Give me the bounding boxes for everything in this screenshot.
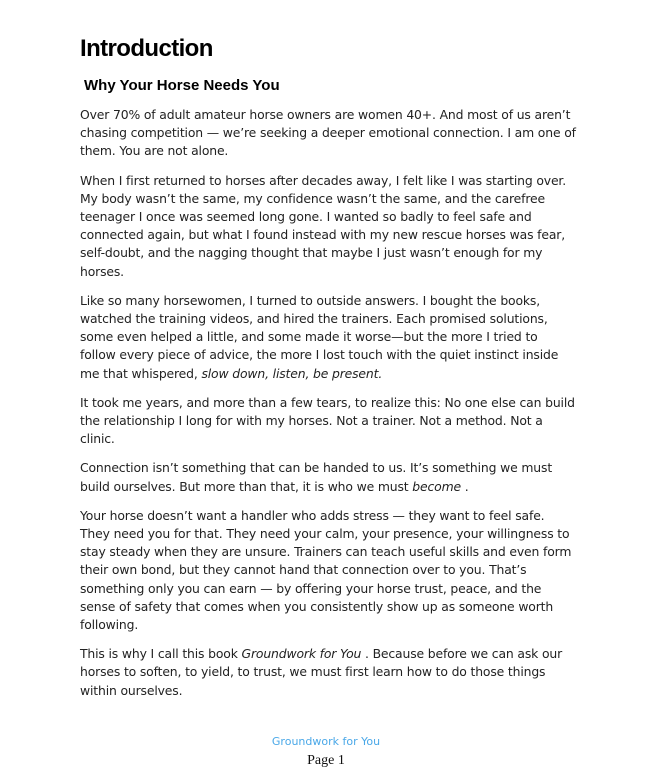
paragraph [80, 645, 576, 700]
text-run: Connection isn’t something that can be handed to us. It’s something we must build ourselves. But more than that, it is who we must [80, 460, 553, 494]
paragraph [80, 292, 576, 383]
paragraph [80, 459, 576, 495]
text-run: . [460, 478, 469, 494]
italic-text: become [412, 478, 461, 494]
paragraph [80, 507, 576, 634]
footer-book-title: Groundwork for You [271, 735, 381, 748]
text-run: It took me years, and more than a few tears, to realize this: No one else can build the relationship I long for with my horses. Not a trainer. Not a method. Not a clinic. [80, 394, 575, 447]
document-page [80, 34, 576, 711]
paragraph [80, 106, 576, 161]
body-text [80, 106, 576, 700]
text-run: Your horse doesn’t want a handler who adds stress — they want to feel safe. They need you for that. They need your calm, your presence, your willingness to stay steady when they are unsure. Trainers can teach useful skills and even form their own bond, but they cannot hand that connection over to you. That’s something only you can earn — by offering your horse trust, peace, and the sense of safety that comes when you consistently show up as someone worth following. [80, 507, 572, 633]
paragraph [80, 394, 576, 449]
chapter-title: Introduction [80, 35, 213, 62]
italic-text: slow down, listen, be present. [201, 365, 383, 381]
text-run: When I first returned to horses after decades away, I felt like I was starting over. My body wasn’t the same, my confidence wasn’t the same, and the carefree teenager I once was seemed long gone. I wanted so badly to feel safe and connected again, but what I found instead with my new rescue horses was fear, self-doubt, and the nagging thought that maybe I just wasn’t enough for my horses. [80, 172, 567, 279]
text-run: Like so many horsewomen, I turned to outside answers. I bought the books, watched the training videos, and hired the trainers. Each promised solutions, some even helped a little, and some made it worse—but the more I tried to follow every piece of advice, the more I lost touch with the quiet instinct inside me that whispered, [80, 292, 559, 381]
paragraph [80, 172, 576, 281]
text-run: . Because before we can ask our horses to soften, to yield, to trust, we must first learn how to do those things within ourselves. [80, 646, 563, 698]
italic-text: Groundwork for You [241, 646, 362, 662]
page-number: Page 1 [307, 753, 345, 768]
text-run: This is why I call this book [80, 646, 242, 662]
section-heading: Why Your Horse Needs You [84, 77, 280, 94]
text-run: Over 70% of adult amateur horse owners are women 40+. And most of us aren’t chasing competition — we’re seeking a deeper emotional connection. I am one of them. You are not alone. [80, 107, 576, 159]
